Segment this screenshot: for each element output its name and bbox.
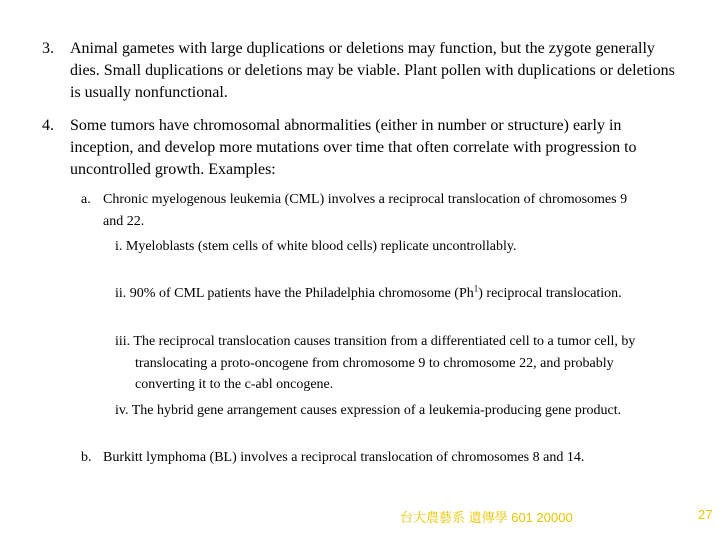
- sub-sub-item-i: [115, 236, 535, 258]
- sub-sub-item-ii: [115, 283, 675, 305]
- sub-sub-item-iv: [115, 400, 690, 422]
- sub-item-a: [81, 189, 641, 232]
- sub-number: a.: [81, 192, 91, 207]
- sub-number: b.: [81, 450, 92, 465]
- list-item-4: [42, 115, 680, 181]
- footer-course: 台大農藝系 遺傳學 601 20000: [400, 510, 573, 525]
- list-text: Some tumors have chromosomal abnormalities (either in number or structure) early in inception, and develop more mutations over time that often correlate with progression to uncontrolled growth. Examples:: [70, 117, 637, 178]
- sub-sub-text: iv. The hybrid gene arrangement causes expression of a leukemia-producing gene product.: [115, 403, 622, 418]
- sub-sub-text: iii. The reciprocal translocation causes transition from a differentiated cell to a tumor cell, by translocating a proto-oncogene from chromosome 9 to chromosome 22, and probably converting it to the c-abl oncogene.: [115, 334, 636, 392]
- list-item-3: [42, 38, 680, 104]
- list-number: 3.: [42, 40, 54, 57]
- sub-sub-item-iii: [115, 331, 675, 396]
- sub-text: Chronic myelogenous leukemia (CML) involves a reciprocal translocation of chromosomes 9 and 22.: [103, 192, 628, 229]
- superscript: 1: [473, 283, 479, 294]
- page-number: 27: [698, 507, 713, 522]
- sub-sub-text: i. Myeloblasts (stem cells of white blood cells) replicate uncontrollably.: [115, 239, 517, 254]
- sub-item-b: [81, 447, 681, 469]
- sub-sub-text: ii. 90% of CML patients have the Philadelphia chromosome (Ph$^1$) reciprocal translocation.: [115, 283, 622, 301]
- list-number: 4.: [42, 117, 54, 134]
- sub-text: Burkitt lymphoma (BL) involves a reciprocal translocation of chromosomes 8 and 14.: [103, 450, 585, 465]
- list-text: Animal gametes with large duplications or deletions may function, but the zygote generally dies. Small duplications or deletions may be viable. Plant pollen with duplications or deletions is usually nonfunctional.: [70, 40, 675, 101]
